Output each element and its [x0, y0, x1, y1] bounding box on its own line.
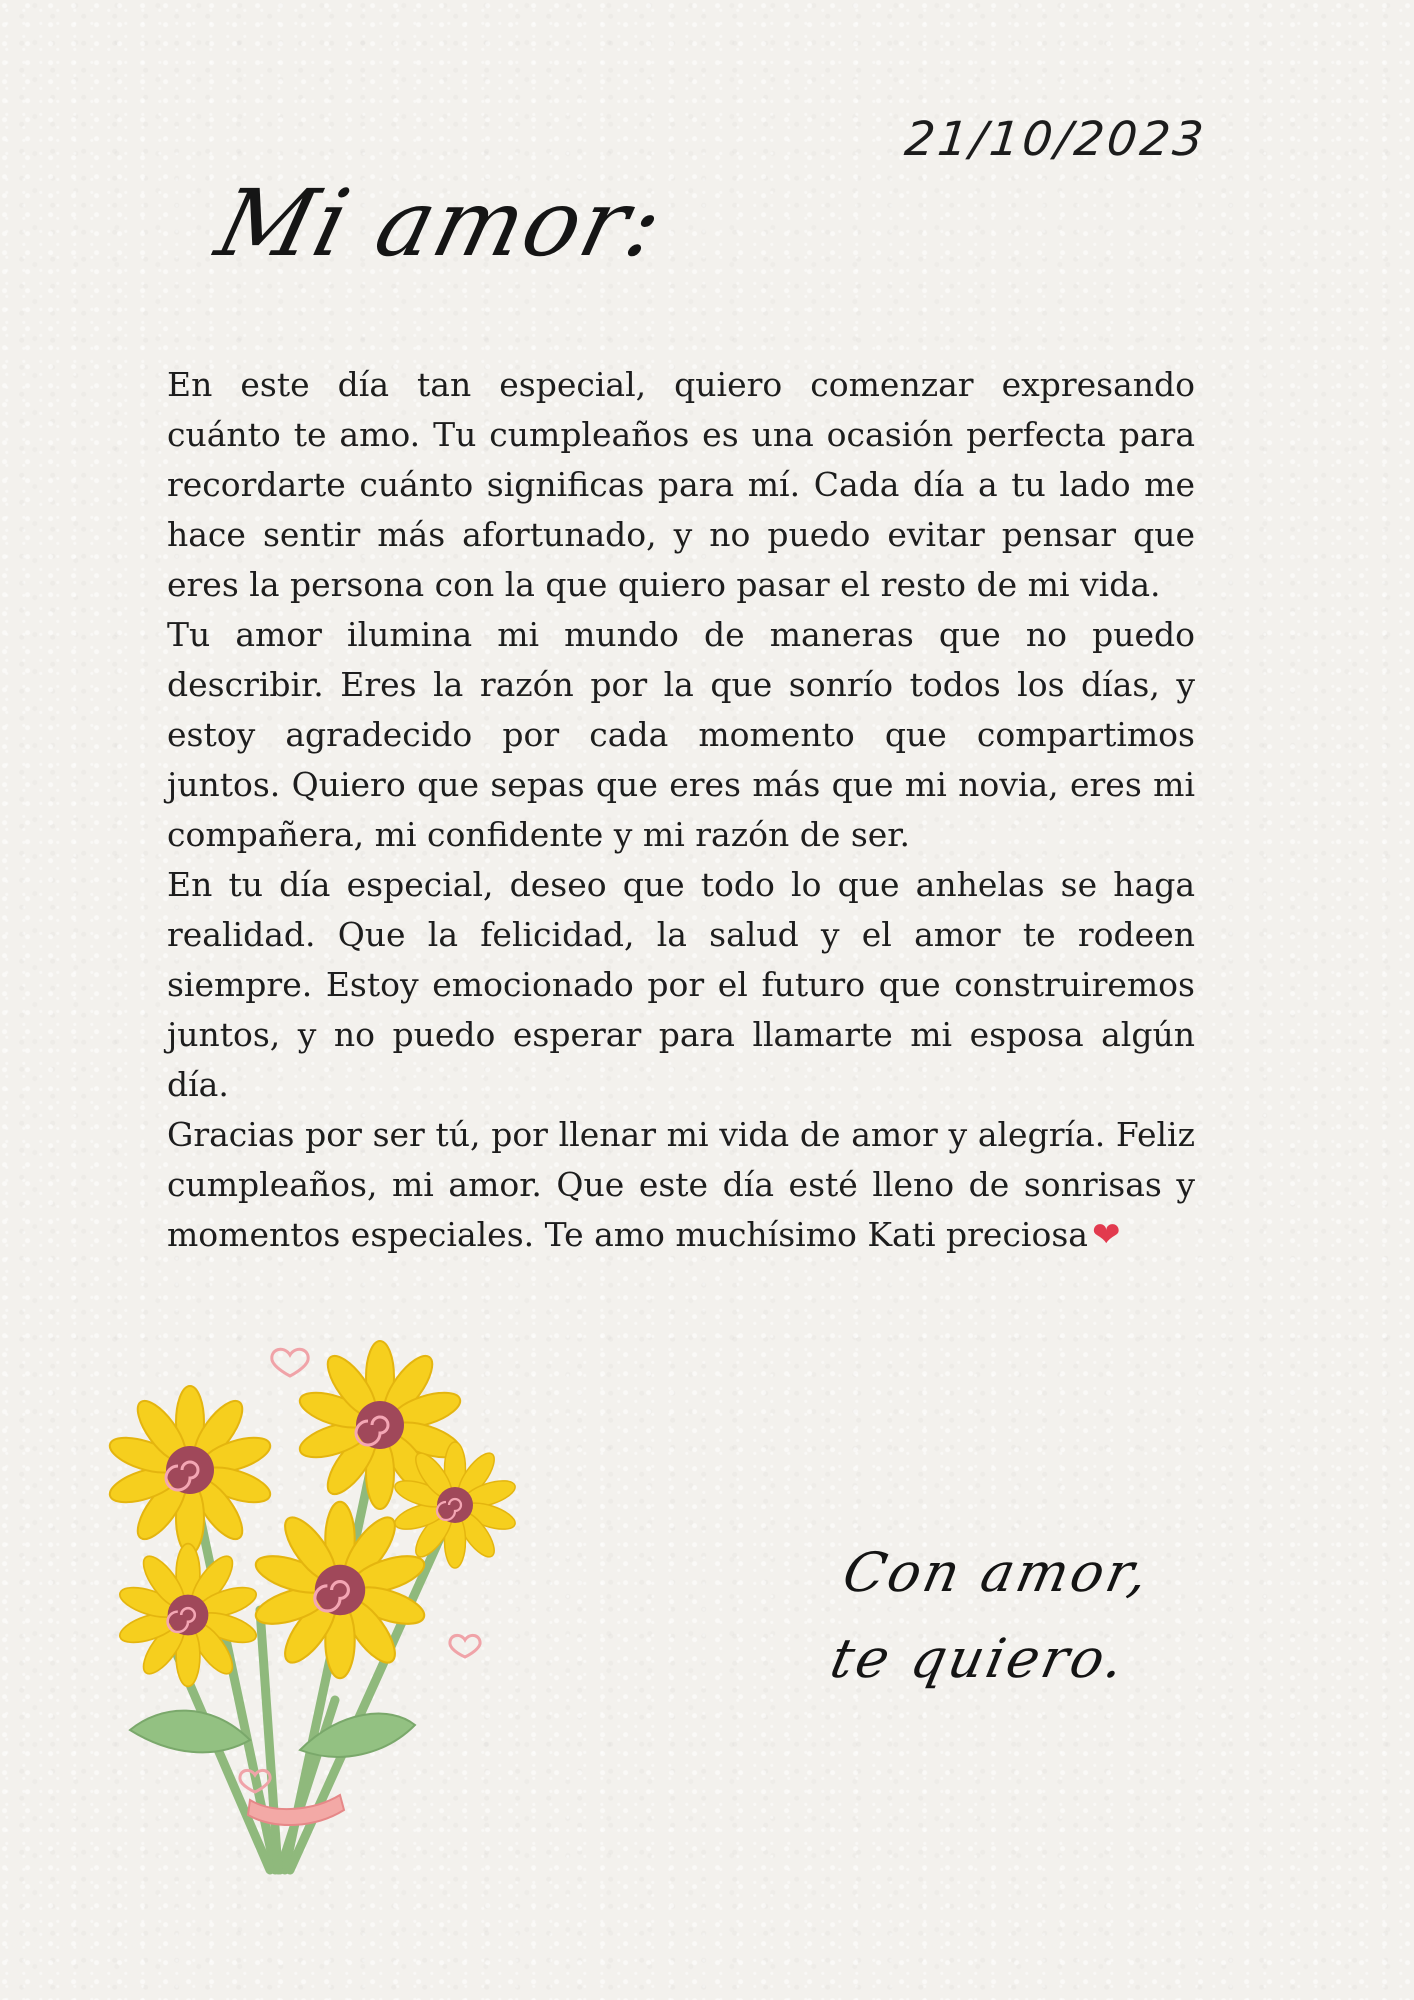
letter-date: 21/10/2023	[902, 112, 1209, 167]
letter-paragraph-1: En este día tan especial, quiero comenzar expresando cuánto te amo. Tu cumpleaños es una ocasión perfecta para recordarte cuánto significas para mí. Cada día a tu lado me hace sentir más afortunado, y no puedo evitar pensar que eres la persona con la que quiero pasar el resto de mi vida.	[167, 365, 1195, 604]
letter-paragraph-2: Tu amor ilumina mi mundo de maneras que no puedo describir. Eres la razón por la que sonrío todos los días, y estoy agradecido por cada momento que compartimos juntos. Quiero que sepas que eres más que mi novia, eres mi compañera, mi confidente y mi razón de ser.	[167, 615, 1195, 854]
signoff	[817, 1530, 1274, 1702]
letter-paragraph-4	[167, 1110, 1195, 1260]
signoff-line-2: te quiero.	[825, 1627, 1133, 1690]
greeting-heading: Mi amor:	[206, 170, 675, 277]
sunflower-1	[106, 1386, 274, 1554]
letter-paragraph-4-text: Gracias por ser tú, por llenar mi vida de amor y alegría. Feliz cumpleaños, mi amor. Que este día esté lleno de sonrisas y momentos especiales. Te amo muchísimo Kati preciosa	[167, 1115, 1195, 1254]
sunflower-bouquet-icon	[100, 1310, 560, 1930]
heart-icon: ❤	[1091, 1215, 1121, 1255]
sunflower-5	[116, 1544, 259, 1687]
letter-body	[167, 360, 1195, 1260]
signoff-line-1: Con amor,	[837, 1541, 1157, 1604]
letter-paragraph-3: En tu día especial, deseo que todo lo que anhelas se haga realidad. Que la felicidad, la salud y el amor te rodeen siempre. Estoy emocionado por el futuro que construiremos juntos, y no puedo esperar para llamarte mi esposa algún día.	[167, 865, 1195, 1104]
